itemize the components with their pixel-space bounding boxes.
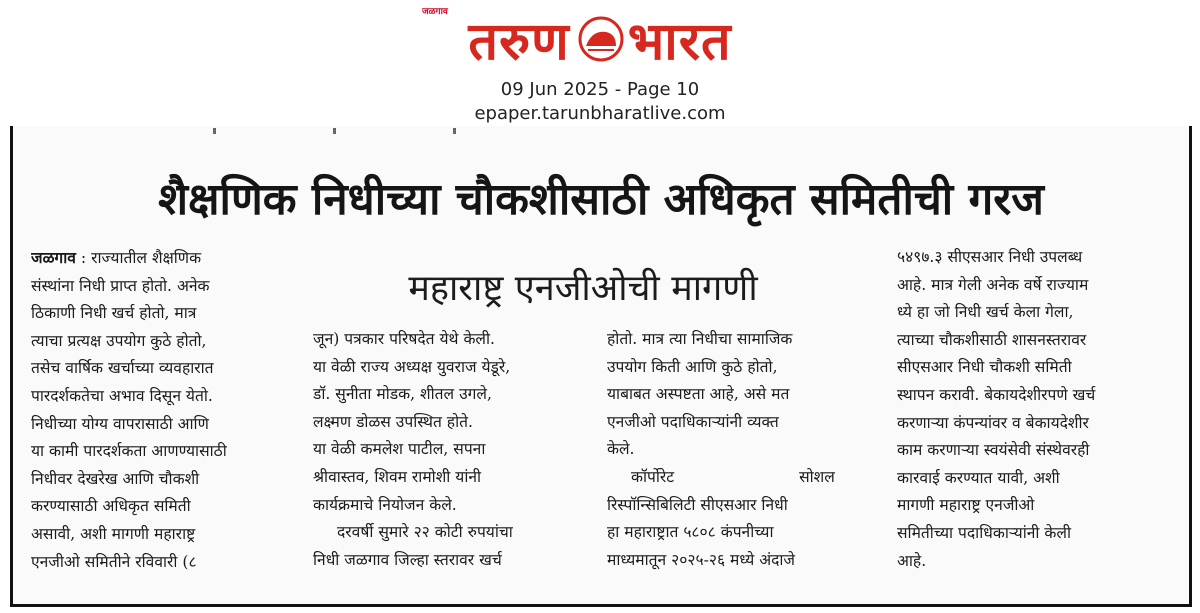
column-line: ५४९७.३ सीएसआर निधी उपलब्ध <box>897 248 1083 266</box>
column-line: रिस्पॉन्सिबिलिटी सीएसआर निधी <box>607 495 788 514</box>
column-line: आहे. मात्र गेली अनेक वर्षे राज्याम <box>897 275 1089 294</box>
column-line: या वेळी कमलेश पाटील, सपना <box>313 440 486 459</box>
column-line <box>31 244 293 273</box>
column-line: निधीच्या योग्य वापरासाठी आणि <box>31 414 209 433</box>
column-line: या कामी पारदर्शकता आणण्यासाठी <box>31 442 227 461</box>
column-line: हा महाराष्ट्रात ५८०८ कंपनीच्या <box>607 523 774 542</box>
column-line: समितीच्या पदाधिकाऱ्यांनी केली <box>897 523 1072 542</box>
column-line: करणाऱ्या कंपन्यांवर व बेकायदेशीर <box>897 413 1089 432</box>
column-line: आहे. <box>897 551 927 570</box>
newspaper-logo[interactable] <box>410 4 790 78</box>
column-line: ध्ये हा जो निधी खर्च केला गेला, <box>897 303 1074 322</box>
column-line: करण्यासाठी अधिकृत समिती <box>31 497 191 516</box>
column-line: लक्ष्मण डोळस उपस्थित होते. <box>313 412 473 431</box>
column-line: एनजीओ पदाधिकाऱ्यांनी व्यक्त <box>607 412 779 431</box>
column-line: या वेळी राज्य अध्यक्ष युवराज येडूरे, <box>313 357 511 376</box>
column-line: त्याचा प्रत्यक्ष उपयोग कुठे होतो, <box>31 331 207 350</box>
column-line: निधी जळगाव जिल्हा स्तरावर खर्च <box>313 550 502 569</box>
column-line: एनजीओ समितीने रविवारी (८ <box>31 552 197 571</box>
previous-article-remnant <box>133 128 533 134</box>
column-line: कारवाई करण्यात यावी, अशी <box>897 468 1060 487</box>
column-line: सीएसआर निधी चौकशी समिती <box>897 358 1072 377</box>
article-subheadline: महाराष्ट्र एनजीओची मागणी <box>408 268 758 309</box>
column-line: पारदर्शकतेचा अभाव दिसून येतो. <box>31 386 213 405</box>
logo-edition-label: जळगाव <box>422 7 448 17</box>
article-headline: शैक्षणिक निधीच्या चौकशीसाठी अधिकृत समितीची गरज <box>158 174 1044 225</box>
article-column-3 <box>607 326 879 574</box>
column-line: असावी, अशी मागणी महाराष्ट्र <box>31 524 196 543</box>
article-column-2 <box>313 326 585 574</box>
column-line: तसेच वार्षिक खर्चाच्या व्यवहारात <box>31 359 214 378</box>
edition-date-page: 09 Jun 2025 - Page 10 <box>500 79 700 100</box>
column-line: कॉर्पोरेट सोशल <box>631 467 835 486</box>
article-clipping <box>10 126 1192 607</box>
logo-brand-right: भारत <box>627 12 732 72</box>
column-line: निधीवर देखरेख आणि चौकशी <box>31 469 200 488</box>
column-line: काम करणाऱ्या स्वयंसेवी संस्थेवरही <box>897 441 1090 460</box>
column-line: कार्यक्रमाचे नियोजन केले. <box>313 495 457 514</box>
column-line: मागणी महाराष्ट्र एनजीओ <box>897 496 1035 515</box>
column-line: संस्थांना निधी प्राप्त होतो. अनेक <box>31 276 210 295</box>
dateline-city: जळगाव <box>31 248 76 267</box>
dateline-text: : राज्यातील शैक्षणिक <box>75 249 202 267</box>
column-line: स्थापन करावी. बेकायदेशीरपणे खर्च <box>897 385 1096 404</box>
logo-brand-left: तरुण <box>468 12 570 72</box>
column-line: दरवर्षी सुमारे २२ कोटी रुपयांचा <box>337 523 513 542</box>
column-line: होतो. मात्र त्या निधीचा सामाजिक <box>607 330 793 348</box>
article-column-4 <box>897 244 1169 575</box>
column-line: उपयोग किती आणि कुठे होतो, <box>607 357 778 376</box>
column-line: याबाबत अस्पष्टता आहे, असे मत <box>607 385 790 404</box>
epaper-url-link[interactable]: epaper.tarunbharatlive.com <box>474 103 726 124</box>
article-column-1 <box>31 244 293 576</box>
column-line: श्रीवास्तव, शिवम रामोशी यांनी <box>313 467 482 486</box>
column-line: माध्यमातून २०२५-२६ मध्ये अंदाजे <box>607 550 796 569</box>
column-line: डॉ. सुनीता मोडक, शीतल उगले, <box>313 385 492 404</box>
masthead <box>0 0 1200 130</box>
column-line: जून) पत्रकार परिषदेत येथे केली. <box>313 330 496 348</box>
column-line: ठिकाणी निधी खर्च होतो, मात्र <box>31 304 197 323</box>
column-line: त्याच्या चौकशीसाठी शासनस्तरावर <box>897 330 1087 349</box>
column-line: केले. <box>607 440 635 459</box>
lion-emblem-icon <box>578 16 624 62</box>
